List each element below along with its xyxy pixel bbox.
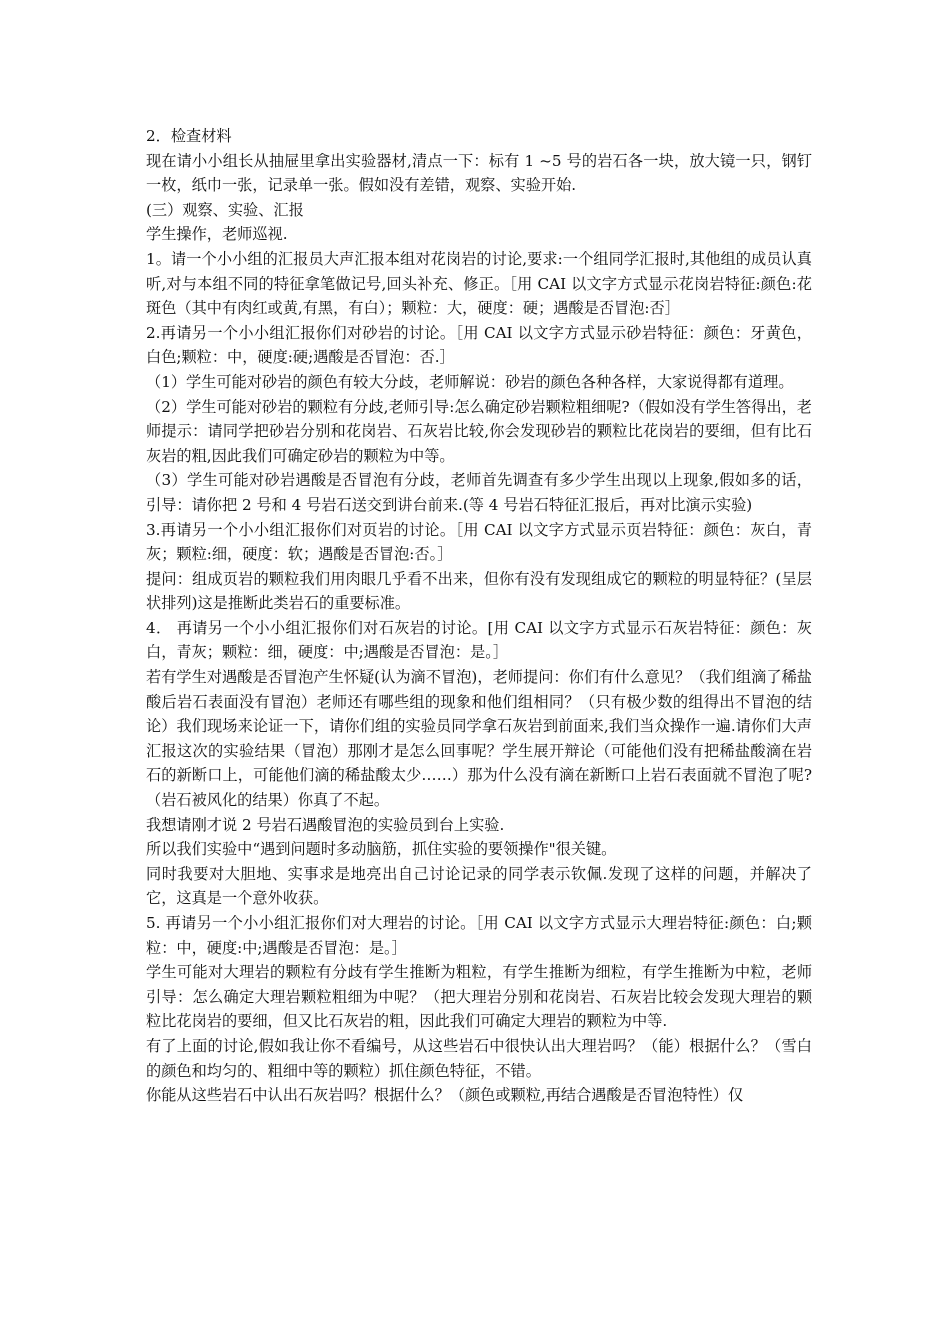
paragraph: 同时我要对大胆地、实事求是地亮出自己讨论记录的同学表示钦佩.发现了这样的问题，并解决了它，这真是一个意外收获。 <box>146 864 812 908</box>
paragraph: （2）学生可能对砂岩的颗粒有分歧,老师引导:怎么确定砂岩颗粒粗细呢?（假如没有学生答得出，老师提示：请同学把砂岩分别和花岗岩、石灰岩比较,你会发现砂岩的颗粒比花岗岩的要细，但有比石灰岩的粗,因此我们可确定砂岩的颗粒为中等。 <box>146 397 812 465</box>
paragraph: 若有学生对遇酸是否冒泡产生怀疑(认为滴不冒泡)，老师提问：你们有什么意见？（我们组滴了稀盐酸后岩石表面没有冒泡）老师还有哪些组的现象和他们组相同？（只有极少数的组得出不冒泡的结论）我们现场来论证一下，请你们组的实验员同学拿石灰岩到前面来,我们当众操作一遍.请你们大声汇报这次的实验结果（冒泡）那刚才是怎么回事呢？学生展开辩论（可能他们没有把稀盐酸滴在岩石的新断口上，可能他们滴的稀盐酸太少……）那为什么没有滴在新断口上岩石表面就不冒泡了呢?（岩石被风化的结果）你真了不起。 <box>146 668 812 810</box>
paragraph: 所以我们实验中“遇到问题时多动脑筋，抓住实验的要领操作"很关键。 <box>146 840 617 859</box>
paragraph-granite-report: 1。请一个小小组的汇报员大声汇报本组对花岗岩的讨论,要求:一个组同学汇报时,其他组的成员认真听,对与本组不同的特征拿笔做记号,回头补充、修正。［用 CAI 以文字方式显示花岗岩特征:颜色:花斑色（其中有肉红或黄,有黑，有白）；颗粒：大，硬度：硬；遇酸是否冒泡:否］ <box>146 249 812 318</box>
paragraph: 有了上面的讨论,假如我让你不看编号，从这些岩石中很快认出大理岩吗？（能）根据什么？（雪白的颜色和均匀的、粗细中等的颗粒）抓住颜色特征，不错。 <box>146 1036 812 1080</box>
paragraph: 你能从这些岩石中认出石灰岩吗？根据什么？（颜色或颗粒,再结合遇酸是否冒泡特性）仅 <box>146 1086 744 1105</box>
paragraph: （1）学生可能对砂岩的颜色有较大分歧，老师解说：砂岩的颜色各种各样，大家说得都有道理。 <box>146 372 794 391</box>
paragraph: 我想请刚才说 2 号岩石遇酸冒泡的实验员到台上实验. <box>146 815 505 834</box>
paragraph: 学生可能对大理岩的颗粒有分歧有学生推断为粗粒，有学生推断为细粒，有学生推断为中粒，老师引导：怎么确定大理岩颗粒粗细为中呢？（把大理岩分别和花岗岩、石灰岩比较会发现大理岩的颗粒比花岗岩的要细，但又比石灰岩的粗，因此我们可确定大理岩的颗粒为中等. <box>146 963 812 1031</box>
paragraph-shale-report: 3.再请另一个小小组汇报你们对页岩的讨论。［用 CAI 以文字方式显示页岩特征：颜色：灰白，青灰；颗粒:细，硬度：软；遇酸是否冒泡:否。］ <box>146 520 812 564</box>
paragraph-limestone-report: 4． 再请另一个小小组汇报你们对石灰岩的讨论。[用 CAI 以文字方式显示石灰岩特征：颜色：灰白，青灰；颗粒：细，硬度：中;遇酸是否冒泡：是。］ <box>146 618 812 662</box>
paragraph: 提问：组成页岩的颗粒我们用肉眼几乎看不出来，但你有没有发现组成它的颗粒的明显特征？(呈层状排列)这是推断此类岩石的重要标准。 <box>146 569 812 613</box>
section-heading-observe-experiment-report: (三）观察、实验、汇报 <box>146 200 304 219</box>
paragraph-sandstone-report: 2.再请另一个小小组汇报你们对砂岩的讨论。［用 CAI 以文字方式显示砂岩特征：颜色：牙黄色，白色;颗粒：中，硬度:硬;遇酸是否冒泡：否.］ <box>146 323 812 367</box>
paragraph: 现在请小小组长从抽屉里拿出实验器材,清点一下：标有 1 ~5 号的岩石各一块，放大镜一只，钢钉一枚，纸巾一张，记录单一张。假如没有差错，观察、实验开始. <box>146 151 812 195</box>
document-body <box>146 124 812 1108</box>
paragraph: 学生操作，老师巡视. <box>146 225 288 244</box>
section-heading-check-materials: 2．检查材料 <box>146 127 232 145</box>
paragraph-marble-report: 5. 再请另一个小小组汇报你们对大理岩的讨论。［用 CAI 以文字方式显示大理岩特征:颜色：白;颗粒：中，硬度:中;遇酸是否冒泡：是。］ <box>146 914 812 957</box>
paragraph: （3）学生可能对砂岩遇酸是否冒泡有分歧，老师首先调查有多少学生出现以上现象,假如多的话，引导：请你把 2 号和 4 号岩石送交到讲台前来.(等 4 号岩石特征汇报后，再对比演示实验) <box>146 471 812 514</box>
